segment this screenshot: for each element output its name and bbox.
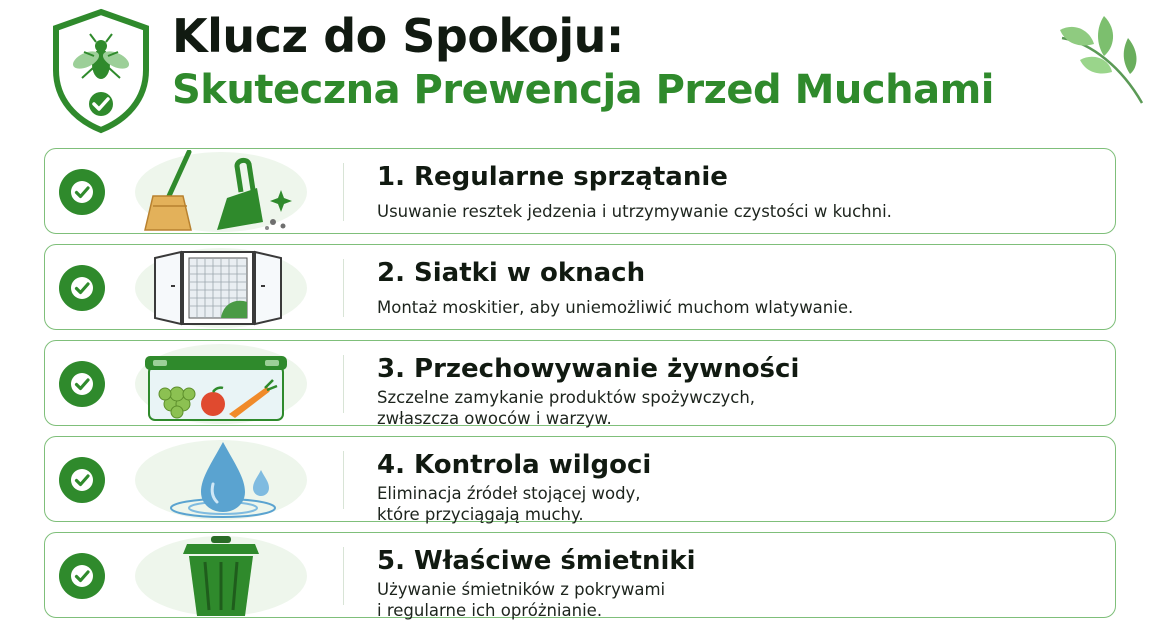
tip-heading: 3. Przechowywanie żywności — [377, 354, 800, 384]
tip-description: Używanie śmietników z pokrywami i regularne ich opróżnianie. — [377, 580, 666, 620]
tip-card-window-screens — [44, 244, 1116, 330]
tip-card-food-storage — [44, 340, 1116, 426]
window-screen-icon — [131, 246, 311, 328]
tip-heading: 5. Właściwe śmietniki — [377, 546, 696, 576]
tip-description: Eliminacja źródeł stojącej wody, które przyciągają muchy. — [377, 484, 641, 524]
check-icon — [59, 169, 105, 215]
tip-heading: 2. Siatki w oknach — [377, 258, 646, 288]
header-title — [172, 10, 994, 118]
check-icon — [59, 361, 105, 407]
tip-description: Usuwanie resztek jedzenia i utrzymywanie czystości w kuchni. — [377, 202, 892, 221]
leaves-icon — [1052, 8, 1148, 108]
tip-card-moisture — [44, 436, 1116, 522]
card-divider — [343, 547, 344, 605]
broom-dustpan-icon — [131, 150, 311, 232]
food-container-icon — [131, 342, 311, 424]
check-icon — [59, 457, 105, 503]
card-divider — [343, 163, 344, 221]
tip-heading: 1. Regularne sprzątanie — [377, 162, 728, 192]
water-drop-icon — [131, 438, 311, 520]
tip-description: Szczelne zamykanie produktów spożywczych, zwłaszcza owoców i warzyw. — [377, 388, 756, 428]
page-subtitle: Skuteczna Prewencja Przed Muchami — [172, 67, 994, 113]
shield-fly-check-icon — [48, 8, 154, 134]
trash-bin-icon — [131, 534, 311, 616]
tip-card-trash-bins — [44, 532, 1116, 618]
page-title: Klucz do Spokoju: — [172, 9, 624, 63]
card-divider — [343, 451, 344, 509]
tip-card-cleaning — [44, 148, 1116, 234]
check-icon — [59, 265, 105, 311]
tip-description: Montaż moskitier, aby uniemożliwić muchom wlatywanie. — [377, 298, 854, 317]
tip-heading: 4. Kontrola wilgoci — [377, 450, 652, 480]
card-divider — [343, 355, 344, 413]
check-icon — [59, 553, 105, 599]
card-divider — [343, 259, 344, 317]
